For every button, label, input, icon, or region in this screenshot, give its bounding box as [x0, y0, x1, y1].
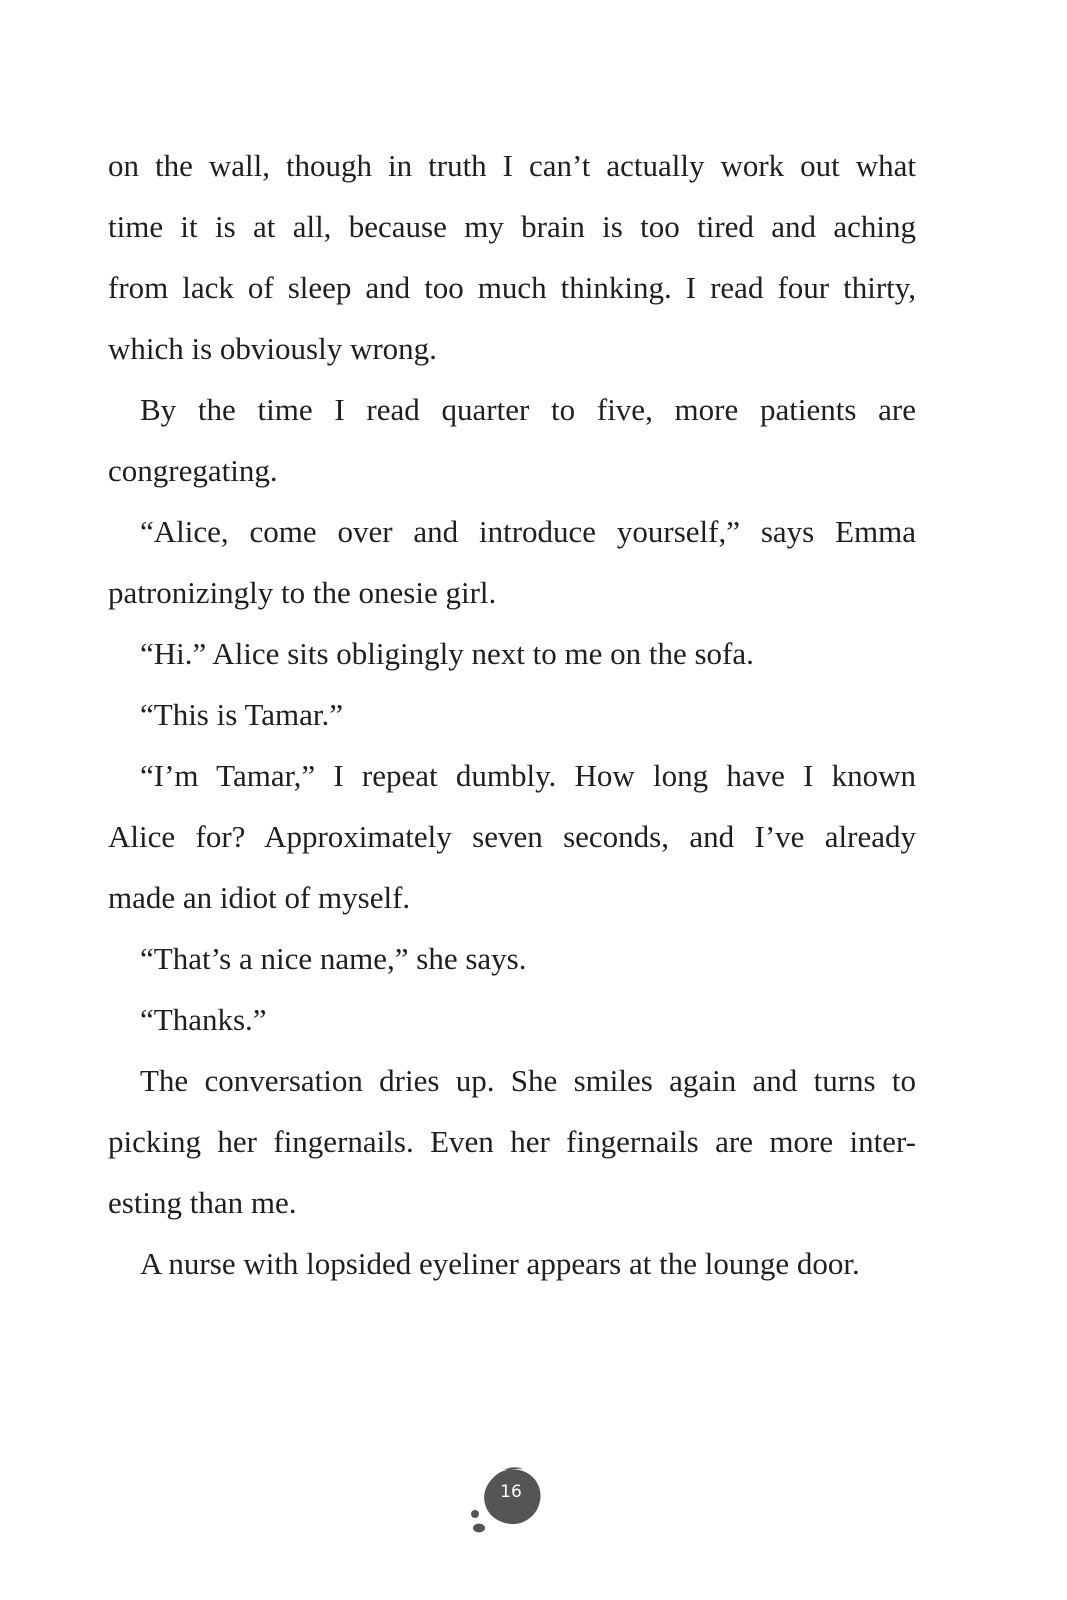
- text-line: “I’m Tamar,” I repeat dumbly. How long have I known: [140, 758, 916, 793]
- text-line: The conversation dries up. She smiles again and turns to: [140, 1063, 916, 1098]
- text-line: esting than me.: [108, 1185, 297, 1220]
- text-line: congregating.: [108, 453, 278, 488]
- text-line: from lack of sleep and too much thinking. I read four thirty,: [108, 270, 916, 305]
- text-line: picking her fingernails. Even her fingernails are more inter-: [108, 1124, 916, 1159]
- text-line: on the wall, though in truth I can’t actually work out what: [108, 148, 916, 183]
- text-line: Alice for? Approximately seven seconds, and I’ve already: [108, 819, 916, 854]
- text-line: “Hi.” Alice sits obligingly next to me on the sofa.: [140, 636, 754, 671]
- text-line: “That’s a nice name,” she says.: [140, 941, 527, 976]
- text-line: A nurse with lopsided eyeliner appears at the lounge door.: [140, 1246, 860, 1281]
- page-number: 16: [500, 1482, 522, 1502]
- text-line: time it is at all, because my brain is too tired and aching: [108, 209, 916, 244]
- text-line: By the time I read quarter to five, more patients are: [140, 392, 916, 427]
- text-line: made an idiot of myself.: [108, 880, 411, 915]
- text-line: “Alice, come over and introduce yourself,” says Emma: [140, 514, 916, 549]
- text-line: which is obviously wrong.: [108, 331, 437, 366]
- text-line: “Thanks.”: [140, 1002, 267, 1037]
- text-line: patronizingly to the onesie girl.: [108, 575, 497, 610]
- text-line: “This is Tamar.”: [140, 697, 344, 732]
- body-text: [108, 135, 916, 1294]
